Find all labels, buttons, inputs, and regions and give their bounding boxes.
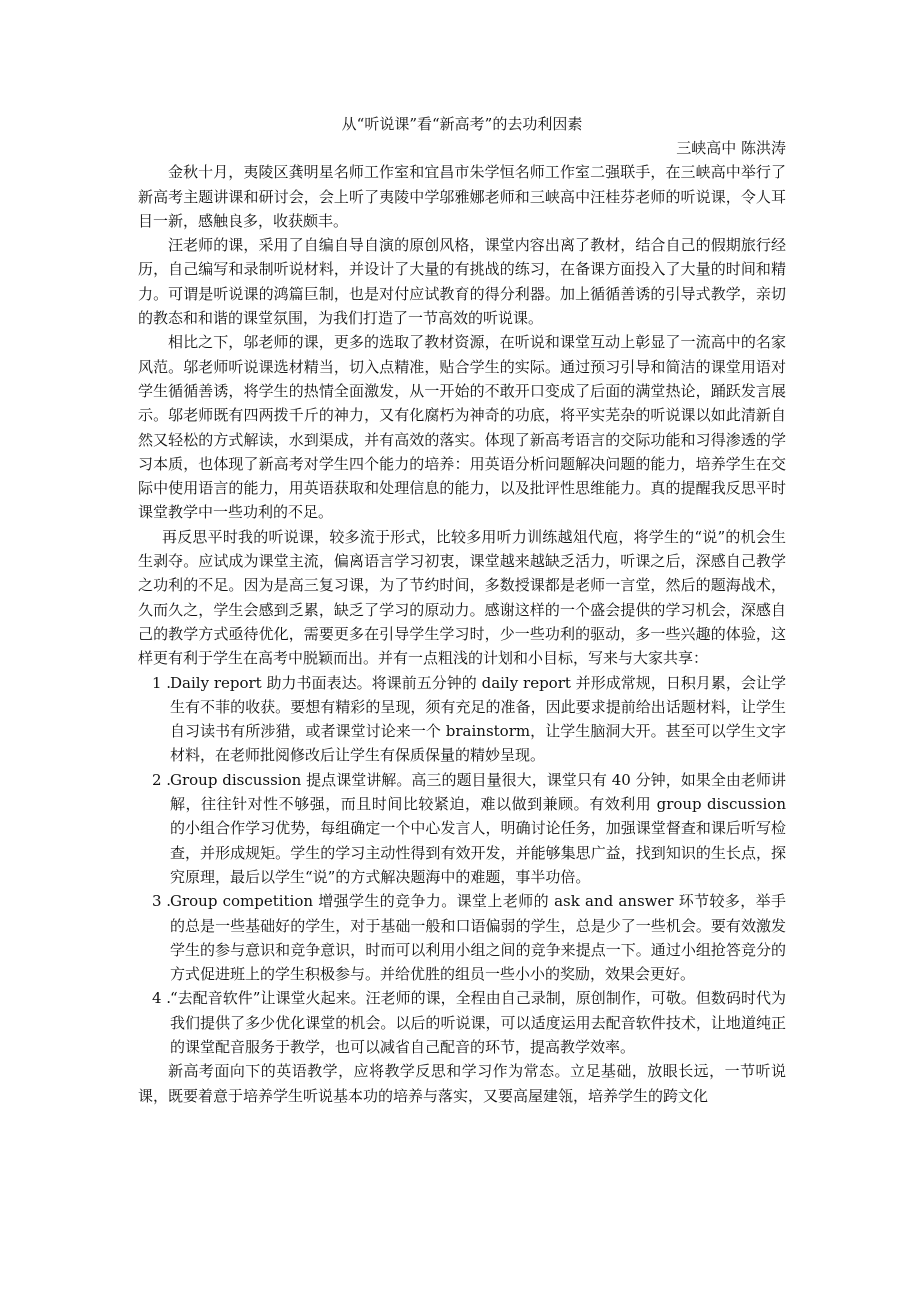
plan-list [138,671,786,1060]
list-item [138,889,786,986]
list-item-number: 4 . [152,989,172,1008]
list-item-text: Group competition 增强学生的竞争力。课堂上老师的 ask and answer 环节较多，举手的总是一些基础好的学生，对于基础一般和口语偏弱的学生，总是少了一些机会。要有效激发学生的参与意识和竞争意识，时而可以利用小组之间的竞争来提点一下。通过小组抢答竞分的方式促进班上的学生积极参与。并给优胜的组员一些小小的奖励，效果会更好。 [170,892,786,984]
author-line: 三峡高中 陈洪涛 [676,139,786,157]
list-item [138,671,786,768]
paragraph-reflection: 再反思平时我的听说课，较多流于形式，比较多用听力训练越俎代庖，将学生的“说”的机会生生剥夺。应试成为课堂主流，偏离语言学习初衷，课堂越来越缺乏活力，听课之后，深感自己教学之功利的不足。因为是高三复习课，为了节约时间，多数授课都是老师一言堂，然后的题海战术，久而久之，学生会感到乏累，缺乏了学习的原动力。感谢这样的一个盛会提供的学习机会，深感自己的教学方式亟待优化，需要更多在引导学生学习时，少一些功利的驱动，多一些兴趣的体验，这样更有利于学生在高考中脱颖而出。并有一点粗浅的计划和小目标，写来与大家共享： [138,527,786,668]
paragraph-wu: 相比之下，邬老师的课，更多的选取了教材资源，在听说和课堂互动上彰显了一流高中的名家风范。邬老师听说课选材精当，切入点精准，贴合学生的实际。通过预习引导和简洁的课堂用语对学生循循善诱，将学生的热情全面激发，从一开始的不敢开口变成了后面的满堂热论，踊跃发言展示。邬老师既有四两拨千斤的神力，又有化腐朽为神奇的功底，将平实芜杂的听说课以如此清新自然又轻松的方式解读，水到渠成，并有高效的落实。体现了新高考语言的交际功能和习得渗透的学习本质，也体现了新高考对学生四个能力的培养：用英语分析问题解决问题的能力，培养学生在交际中使用语言的能力，用英语获取和处理信息的能力，以及批评性思维能力。真的提醒我反思平时课堂教学中一些功利的不足。 [138,333,786,522]
document-title: 从“听说课”看“新高考”的去功利因素 [341,115,583,133]
list-item-text: Group discussion 提点课堂讲解。高三的题目量很大，课堂只有 40 分钟，如果全由老师讲解，往往针对性不够强，而且时间比较紧迫，难以做到兼顾。有效利用 group discussion 的小组合作学习优势，每组确定一个中心发言人，明确讨论任务，加强课堂督查和课后听写检查，并形成规矩。学生的学习主动性得到有效开发，并能够集思广益，找到知识的生长点，探究原理，最后以学生“说”的方式解决题海中的难题，事半功倍。 [170,770,786,886]
list-item-number: 1 . [152,673,172,692]
paragraph-intro: 金秋十月，夷陵区龚明星名师工作室和宜昌市朱学恒名师工作室二强联手，在三峡高中举行了新高考主题讲课和研讨会，会上听了夷陵中学邬雅娜老师和三峡高中汪桂芬老师的听说课，令人耳目一新，感触良多，收获颇丰。 [138,163,786,230]
document-page [138,112,786,1108]
paragraph-wang: 汪老师的课，采用了自编自导自演的原创风格，课堂内容出离了教材，结合自己的假期旅行经历，自己编写和录制听说材料，并设计了大量的有挑战的练习，在备课方面投入了大量的时间和精力。可谓是听说课的鸿篇巨制，也是对付应试教育的得分利器。加上循循善诱的引导式教学，亲切的教态和和谐的课堂氛围，为我们打造了一节高效的听说课。 [138,236,786,328]
list-item-text: Daily report 助力书面表达。将课前五分钟的 daily report 并形成常规，日积月累，会让学生有不菲的收获。要想有精彩的呈现，须有充足的准备，因此要求提前给出话题材料，让学生自习读书有所涉猎，或者课堂讨论来一个 brainstorm，让学生脑洞大开。甚至可以学生文字材料，在老师批阅修改后让学生有保质保量的精妙呈现。 [170,673,786,765]
list-item [138,768,786,889]
list-item-text: “去配音软件”让课堂火起来。汪老师的课，全程由自己录制，原创制作，可敬。但数码时代为我们提供了多少优化课堂的机会。以后的听说课，可以适度运用去配音软件技术，让地道纯正的课堂配音服务于教学，也可以减省自己配音的环节，提高教学效率。 [170,989,786,1056]
list-item [138,986,786,1059]
list-item-number: 2 . [152,770,172,789]
list-item-number: 3 . [152,892,172,911]
paragraph-closing: 新高考面向下的英语教学，应将教学反思和学习作为常态。立足基础，放眼长远，一节听说课，既要着意于培养学生听说基本功的培养与落实，又要高屋建瓴，培养学生的跨文化 [138,1062,786,1105]
